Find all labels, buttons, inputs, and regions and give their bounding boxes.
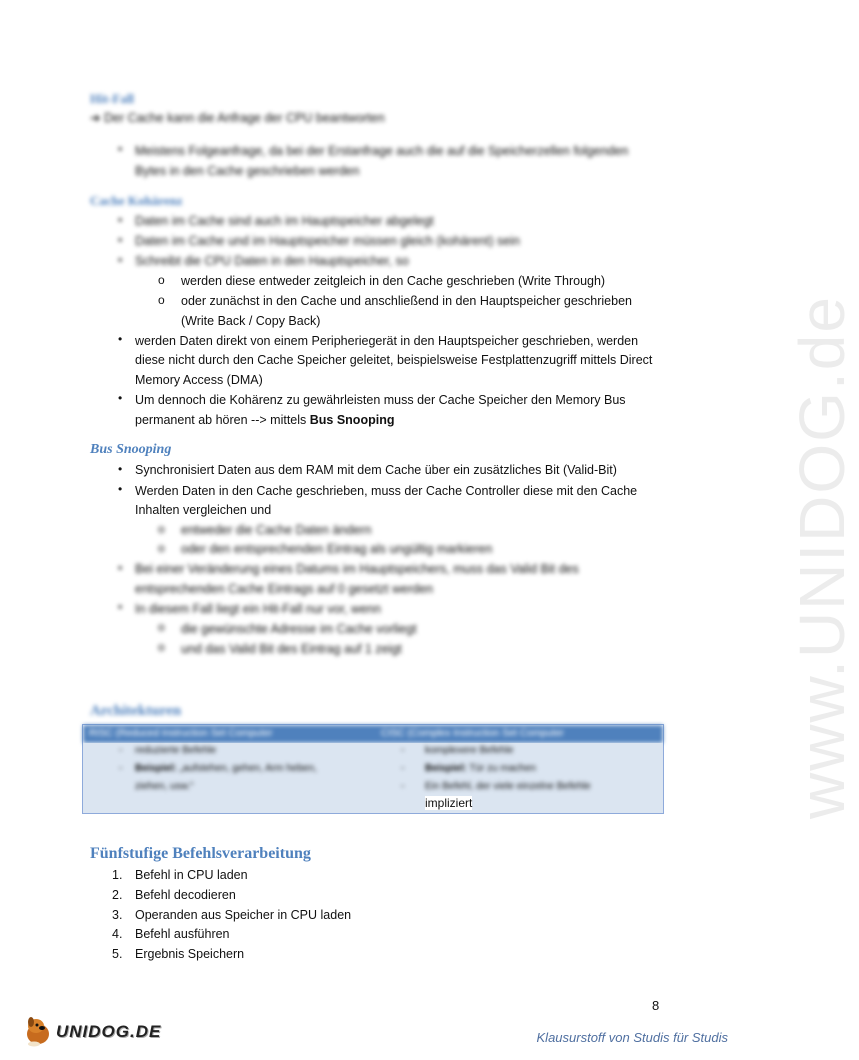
snooping-b2-line1: Werden Daten in den Cache geschrieben, muss der Cache Controller diese mit den Cache — [135, 484, 638, 498]
arch-table — [82, 724, 664, 814]
arrow-icon: ➔ — [90, 111, 101, 125]
circle-bullet-icon: o — [158, 541, 165, 555]
list-number: 1. — [112, 868, 123, 882]
bullet-icon: • — [118, 600, 123, 614]
snooping-o3: die gewünschte Adresse im Cache vorliegt — [181, 622, 417, 636]
list-number: 5. — [112, 947, 123, 961]
coherence-b4-line2: diese nicht durch den Cache Speicher geleitet, beispielsweise Festplattenzugriff mittels Direct — [135, 353, 653, 367]
bullet-icon: • — [118, 233, 123, 247]
circle-bullet-icon: o — [158, 620, 165, 634]
snooping-b4: In diesem Fall liegt ein Hit-Fall nur vor, wenn — [135, 602, 381, 616]
arch-title: Architekturen — [90, 703, 182, 719]
risc-item-2b: ziehen, usw.“ — [135, 781, 194, 792]
list-item: Befehl in CPU laden — [135, 868, 248, 882]
arch-table-body — [83, 743, 663, 813]
dash-icon: - — [401, 745, 405, 756]
dash-icon: - — [119, 763, 123, 774]
bullet-icon: • — [118, 482, 123, 496]
cisc-item-3: Ein Befehl, der viele einzelne Befehle — [425, 781, 591, 792]
snooping-o2: oder den entsprechenden Eintrag als ungültig markieren — [181, 542, 493, 556]
circle-bullet-icon: o — [158, 273, 165, 287]
list-number: 2. — [112, 888, 123, 902]
list-number: 4. — [112, 927, 123, 941]
footer-tagline: Klausurstoff von Studis für Studis — [536, 1030, 728, 1045]
bullet-icon: • — [118, 391, 123, 405]
cisc-item-1: komplexere Befehle — [425, 745, 514, 756]
bus-snooping-bold: Bus Snooping — [309, 413, 395, 427]
snooping-b2-line2: Inhalten vergleichen und — [135, 503, 272, 517]
bullet-icon: • — [118, 332, 123, 346]
unidog-logo — [22, 1014, 162, 1048]
bullet-icon: • — [118, 561, 123, 575]
coherence-b3: Schreibt die CPU Daten in den Hauptspeicher, so — [135, 254, 409, 268]
circle-bullet-icon: o — [158, 640, 165, 654]
cisc-item-3b: impliziert — [425, 796, 473, 810]
circle-bullet-icon: o — [158, 522, 165, 536]
cisc-item-2: Beispiel: Tür zu machen — [425, 763, 536, 774]
hit-title: Hit-Fall — [90, 91, 135, 106]
coherence-o2-line1: oder zunächst in den Cache und anschließend in den Hauptspeicher geschrieben — [181, 294, 632, 308]
coherence-o1: werden diese entweder zeitgleich in den Cache geschrieben (Write Through) — [181, 274, 606, 288]
list-number: 3. — [112, 908, 123, 922]
list-item: Ergebnis Speichern — [135, 947, 245, 961]
snooping-b1: Synchronisiert Daten aus dem RAM mit dem Cache über ein zusätzliches Bit (Valid-Bit) — [135, 463, 617, 477]
coherence-b5-line1: Um dennoch die Kohärenz zu gewährleisten muss der Cache Speicher den Memory Bus — [135, 393, 626, 407]
coherence-b1: Daten im Cache sind auch im Hauptspeicher abgelegt — [135, 214, 434, 228]
coherence-b2: Daten im Cache und im Hauptspeicher müssen gleich (kohärent) sein — [135, 234, 520, 248]
bullet-icon: • — [118, 142, 123, 156]
coherence-o2-line2: (Write Back / Copy Back) — [181, 314, 321, 328]
snooping-title: Bus Snooping — [90, 442, 172, 457]
watermark: www.UNIDOG.de — [785, 295, 858, 819]
cisc-header: CISC (Complex Instruction Set Computer — [381, 728, 564, 739]
bullet-icon: • — [118, 462, 123, 476]
risc-item-2: Beispiel: „aufstehen, gehen, Arm heben, — [135, 763, 317, 774]
coherence-b4-line1: werden Daten direkt von einem Peripheriegerät in den Hauptspeicher geschrieben, werden — [135, 334, 639, 348]
arch-table-header — [83, 725, 663, 743]
dash-icon: - — [401, 781, 405, 792]
coherence-b5-line2: permanent ab hören --> mittels Bus Snooping — [135, 413, 395, 427]
hit-bullet-line1: Meistens Folgeanfrage, da bei der Erstanfrage auch die auf die Speicherzellen folgenden — [135, 144, 629, 158]
logo-text: UNIDOG.DE — [56, 1022, 162, 1041]
coherence-title: Cache Kohärenz — [90, 193, 183, 208]
snooping-b3-line2: entsprechenden Cache Eintrags auf 0 gesetzt werden — [135, 582, 434, 596]
dash-icon: - — [401, 763, 405, 774]
five-stage-title: Fünfstufige Befehlsverarbeitung — [90, 845, 311, 862]
page-number: 8 — [652, 998, 660, 1013]
bullet-icon: • — [118, 213, 123, 227]
hit-bullet-line2: Bytes in den Cache geschrieben werden — [135, 164, 360, 178]
risc-item-1: reduzierte Befehle — [135, 745, 217, 756]
risc-header: RISC (Reduced Instruction Set Computer — [89, 728, 273, 739]
list-item: Operanden aus Speicher in CPU laden — [135, 908, 352, 922]
bullet-icon: • — [118, 253, 123, 267]
snooping-o4: und das Valid Bit des Eintrag auf 1 zeigt — [181, 642, 402, 656]
list-item: Befehl decodieren — [135, 888, 236, 902]
coherence-b4-line3: Memory Access (DMA) — [135, 373, 263, 387]
snooping-b3-line1: Bei einer Veränderung eines Datums im Hauptspeichers, muss das Valid Bit des — [135, 562, 579, 576]
circle-bullet-icon: o — [158, 293, 165, 307]
list-item: Befehl ausführen — [135, 927, 230, 941]
snooping-o1: entweder die Cache Daten ändern — [181, 523, 372, 537]
dash-icon: - — [119, 745, 123, 756]
hit-arrow-line: ➔ Der Cache kann die Anfrage der CPU beantworten — [90, 111, 385, 125]
